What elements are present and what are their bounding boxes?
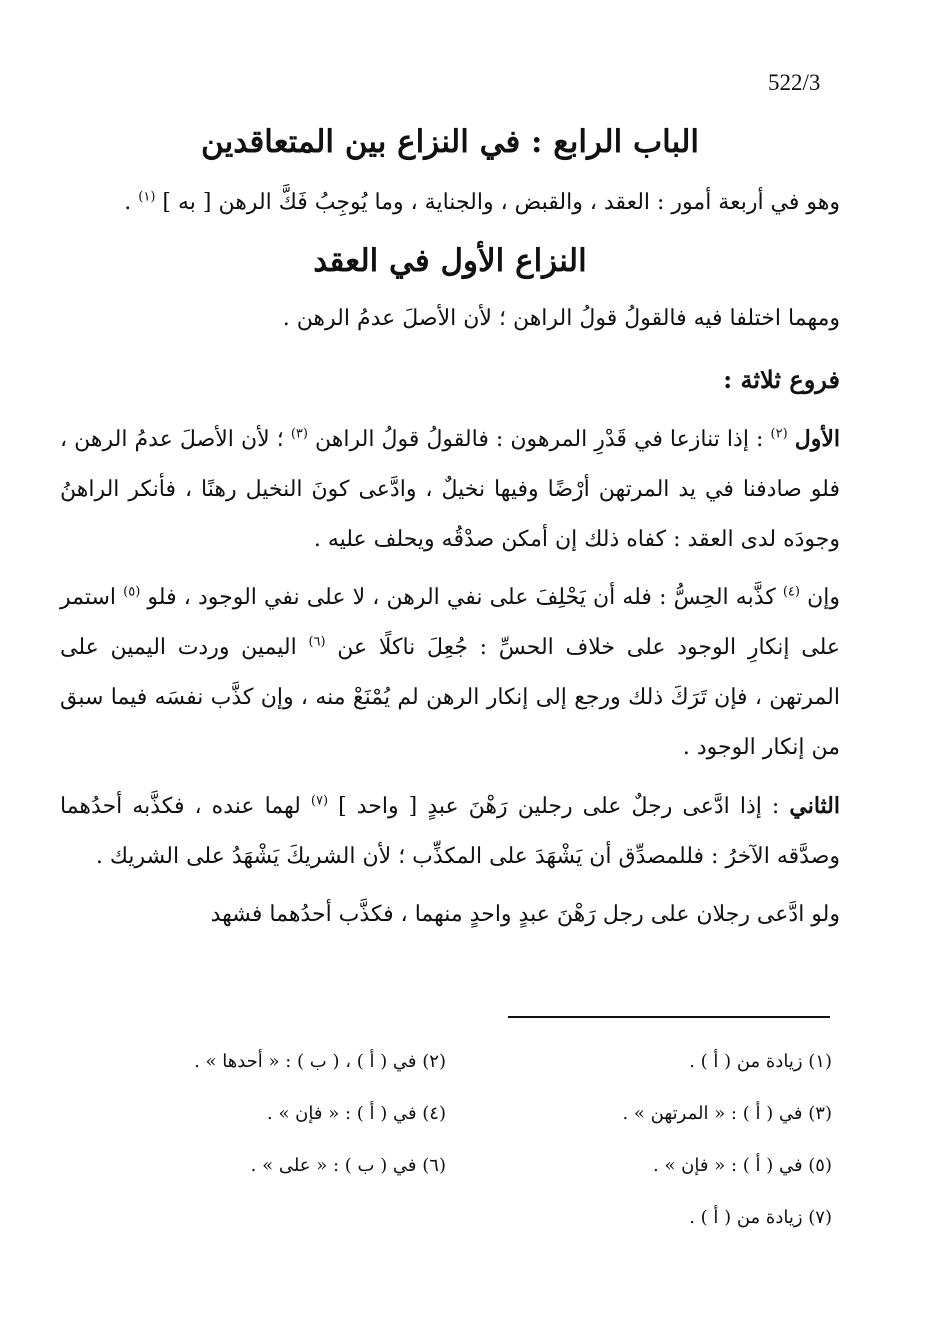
intro-paragraph — [60, 178, 840, 228]
main-statement: ومهما اختلفا فيه فالقولُ قولُ الراهن ؛ لأن الأصلَ عدمُ الرهن . — [282, 306, 840, 331]
second-branch-lead: الثاني — [789, 793, 840, 819]
sense-text-c: استمر على إنكارِ الوجود على خلاف الحسِّ : جُعِلَ ناكلًا عن — [60, 585, 841, 660]
footnote-5: (٥) في ( أ ) : « فإن » . — [653, 1155, 832, 1176]
second-branch-text-b: لهما عنده ، فكذَّبه أحدُهما وصدَّقه الآخرُ : فللمصدِّق أن يَشْهَدَ على المكذِّب ؛ لأن الشريكَ يَشْهَدُ على الشريك . — [60, 794, 840, 869]
first-branch-paragraph — [60, 414, 840, 565]
footnote-3: (٣) في ( أ ) : « المرتهن » . — [622, 1103, 832, 1124]
sense-text-a: وإن — [799, 585, 840, 610]
first-branch-lead: الأول — [794, 426, 840, 452]
page-body — [60, 112, 840, 948]
footnote-ref-3: (٣) — [290, 426, 308, 442]
second-branch-paragraph — [60, 781, 840, 882]
intro-text: وهو في أربعة أمور : العقد ، والقبض ، والجناية ، وما يُوجِبُ فَكَّ الرهن [ به ] — [162, 190, 840, 215]
chapter-title: الباب الرابع : في النزاع بين المتعاقدين — [200, 124, 700, 160]
first-branch-text-a: : إذا تنازعا في قَدْرِ المرهون : فالقولُ قولُ الراهن — [307, 427, 771, 452]
sense-denial-paragraph — [60, 573, 840, 773]
section-title: النزاع الأول في العقد — [313, 243, 587, 279]
first-branch-text-b: ؛ لأن الأصلَ عدمُ الرهن ، فلو صادفنا في يد المرتهن أرْضًا وفيها نخيلٌ ، وادَّعى كونَ النخيل رهنًا ، فأنكر الراهنُ وجودَه لدى العقد : كفاه ذلك إن أمكن صدْقُه ويحلف عليه . — [60, 427, 840, 552]
footnote-ref-1: (١) — [138, 189, 156, 205]
last-paragraph: ولو ادَّعى رجلان على رجل رَهْنَ عبدٍ واحدٍ منهما ، فكذَّب أحدُهما فشهد — [210, 902, 840, 927]
footnote-6: (٦) في ( ب ) : « على » . — [250, 1155, 446, 1176]
footnote-2: (٢) في ( أ ) ، ( ب ) : « أحدها » . — [194, 1051, 446, 1072]
footnote-ref-5: (٥) — [123, 584, 141, 600]
footnote-separator — [508, 1016, 830, 1018]
branches-heading: فروع ثلاثة : — [723, 365, 840, 394]
footnote-4: (٤) في ( أ ) : « فإن » . — [267, 1103, 446, 1124]
footnote-1: (١) زيادة من ( أ ) . — [689, 1051, 832, 1072]
footnote-ref-4: (٤) — [782, 584, 800, 600]
second-branch-text-a: : إذا ادَّعى رجلٌ على رجلين رَهْنَ عبدٍ [ واحد ] — [328, 794, 790, 819]
footnote-7: (٧) زيادة من ( أ ) . — [689, 1207, 832, 1228]
page-number: 522/3 — [768, 70, 821, 95]
footnote-ref-2: (٢) — [770, 426, 788, 442]
footnote-ref-6: (٦) — [308, 634, 326, 650]
sense-text-d: اليمين وردت اليمين على المرتهن ، فإن تَرَكَ ذلك ورجع إلى إنكار الرهن لم يُمْنَعْ منه ، وإن كذَّب نفسَه فيما سبق من إنكار الوجود . — [60, 635, 840, 760]
intro-end: . — [124, 190, 139, 215]
sense-text-b: كذَّبه الحِسُّ : فله أن يَحْلِفَ على نفي الرهن ، لا على نفي الوجود ، فلو — [140, 585, 783, 610]
footnotes — [110, 1042, 832, 1238]
footnote-ref-7: (٧) — [310, 793, 329, 809]
